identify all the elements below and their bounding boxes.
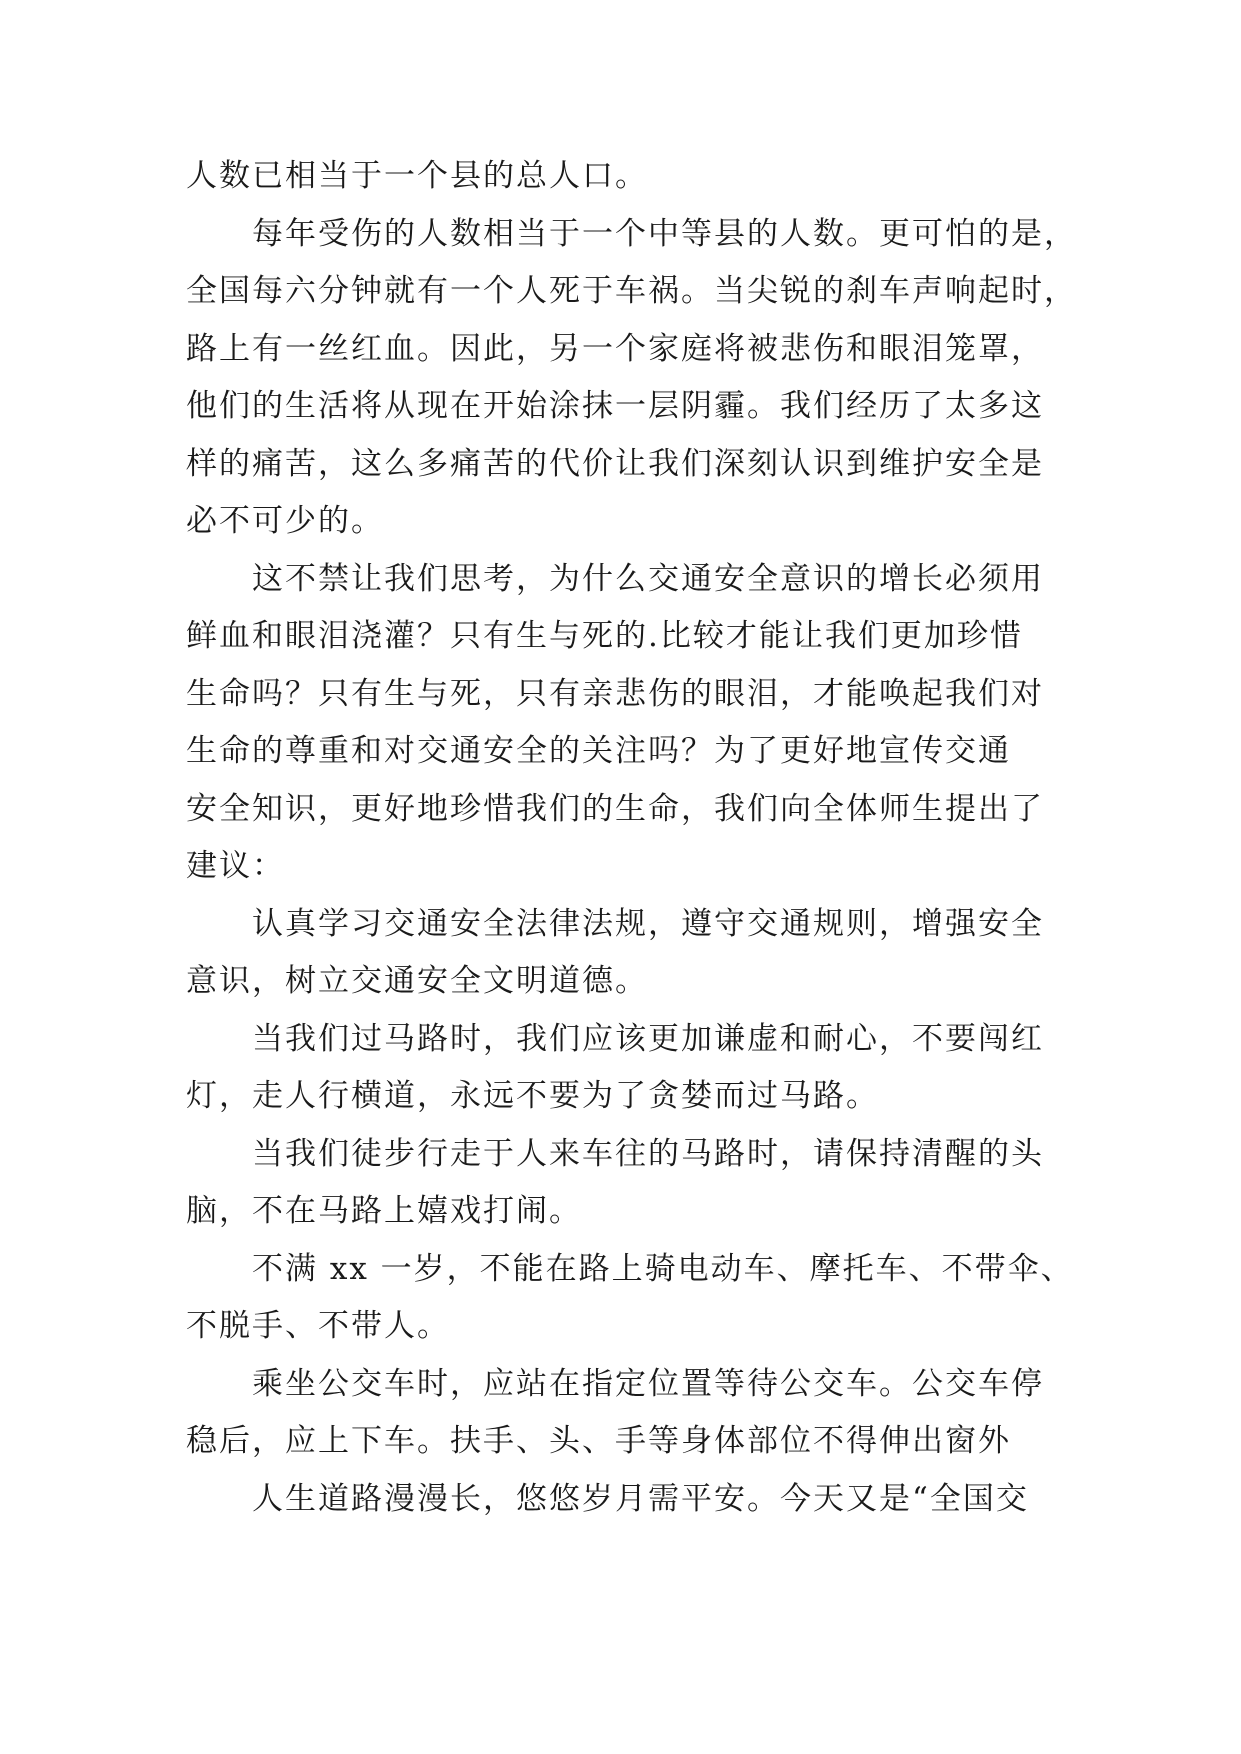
text-line: 不脱手、不带人。 <box>186 1308 450 1344</box>
text-line: 人生道路漫漫长，悠悠岁月需平安。今天又是“全国交 <box>252 1480 1029 1517</box>
text-line: 样的痛苦，这么多痛苦的代价让我们深刻认识到维护安全是 <box>186 445 1044 482</box>
text-line: 必不可少的。 <box>186 503 384 539</box>
document-body <box>186 148 1086 1528</box>
text-line: 意识，树立交通安全文明道德。 <box>186 963 648 999</box>
text-line: 认真学习交通安全法律法规，遵守交通规则，增强安全 <box>252 905 1044 942</box>
text-line: 他们的生活将从现在开始涂抹一层阴霾。我们经历了太多这 <box>186 388 1044 424</box>
text-line: 路上有一丝红血。因此，另一个家庭将被悲伤和眼泪笼罩， <box>186 330 1044 367</box>
text-line: 脑，不在马路上嬉戏打闹。 <box>186 1193 582 1229</box>
text-line: 当我们过马路时，我们应该更加谦虚和耐心，不要闯红 <box>252 1020 1044 1057</box>
text-line: 不满 xx 一岁，不能在路上骑电动车、摩托车、不带伞、 <box>252 1250 1074 1287</box>
text-line: 建议： <box>186 848 285 884</box>
text-line: 当我们徒步行走于人来车往的马路时，请保持清醒的头 <box>252 1135 1044 1172</box>
text-line: 人数已相当于一个县的总人口。 <box>186 158 648 194</box>
text-line: 安全知识，更好地珍惜我们的生命，我们向全体师生提出了 <box>186 790 1044 827</box>
text-line: 鲜血和眼泪浇灌？只有生与死的.比较才能让我们更加珍惜 <box>186 618 1023 654</box>
text-line: 全国每六分钟就有一个人死于车祸。当尖锐的刹车声响起时， <box>186 273 1077 309</box>
text-line: 乘坐公交车时，应站在指定位置等待公交车。公交车停 <box>252 1365 1044 1402</box>
text-line: 每年受伤的人数相当于一个中等县的人数。更可怕的是， <box>252 215 1077 252</box>
text-line: 生命吗？只有生与死，只有亲悲伤的眼泪，才能唤起我们对 <box>186 675 1044 712</box>
text-line: 生命的尊重和对交通安全的关注吗？为了更好地宣传交通 <box>186 733 1011 769</box>
text-line: 稳后，应上下车。扶手、头、手等身体部位不得伸出窗外 <box>186 1423 1011 1459</box>
text-line: 灯，走人行横道，永远不要为了贪婪而过马路。 <box>186 1078 879 1114</box>
text-line: 这不禁让我们思考，为什么交通安全意识的增长必须用 <box>252 560 1044 597</box>
